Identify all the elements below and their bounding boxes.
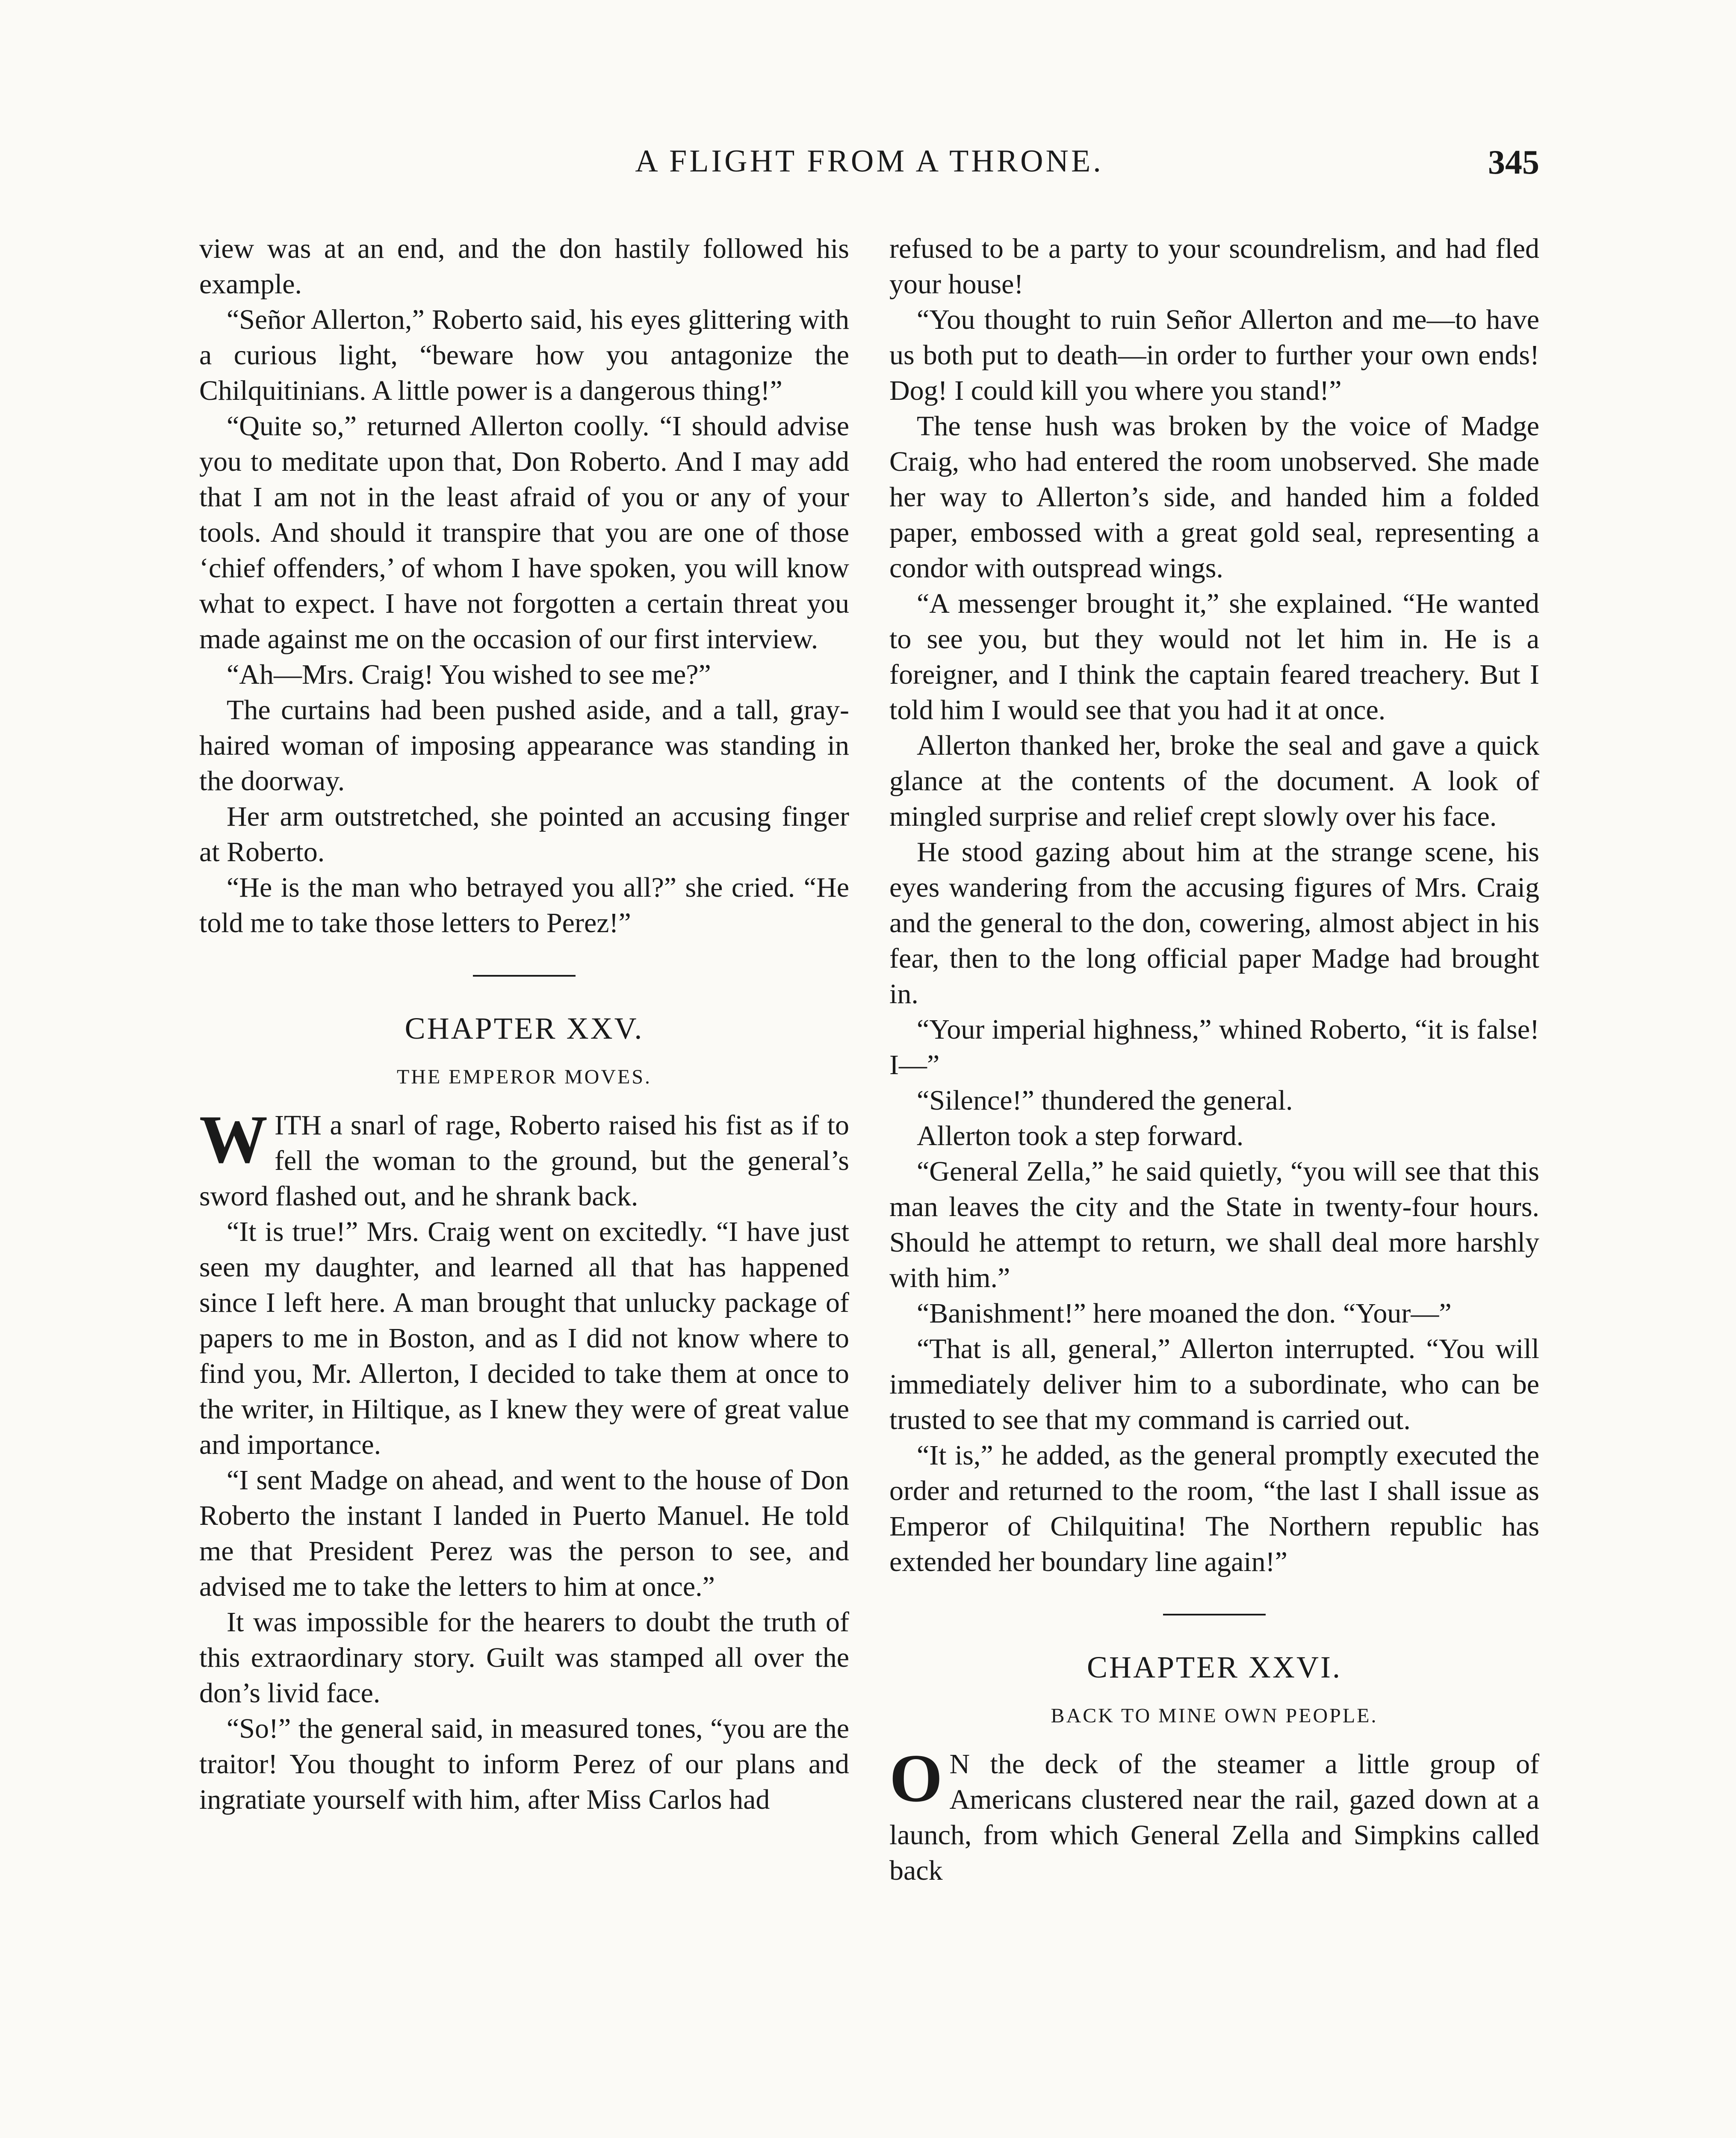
chapter-title: CHAPTER XXV. <box>404 1011 644 1045</box>
opening-text: N the deck of the steamer a little group of Americans clustered near the rail, gazed down at a launch, from which General Zella and Simpkins called back <box>889 1748 1539 1886</box>
section-divider <box>473 975 576 977</box>
paragraph: The tense hush was broken by the voice of Madge Craig, who had entered the room unobserved. She made her way to Allerton’s side, and handed him a folded paper, embossed with a great gold seal, representing a condor with outspread wings. <box>889 410 1539 584</box>
paragraph: The curtains had been pushed aside, and a tall, gray-haired woman of imposing appearance was standing in the doorway. <box>199 694 849 797</box>
paragraph: “That is all, general,” Allerton interrupted. “You will immediately deliver him to a subordinate, who can be trusted to see that my command is carried out. <box>889 1333 1539 1435</box>
chapter-subtitle: THE EMPEROR MOVES. <box>396 1066 652 1088</box>
chapter-subtitle: BACK TO MINE OWN PEOPLE. <box>1051 1704 1378 1727</box>
drop-cap: W <box>199 1107 268 1177</box>
paragraph: “Banishment!” here moaned the don. “Your—” <box>917 1298 1452 1329</box>
page-header <box>199 143 1539 195</box>
chapter-title: CHAPTER XXVI. <box>1086 1650 1342 1684</box>
running-title: A FLIGHT FROM A THRONE. <box>635 144 1104 179</box>
paragraph: “General Zella,” he said quietly, “you will see that this man leaves the city and the State in twenty-four hours. Should he attempt to return, we shall deal more harshly with him.” <box>889 1156 1539 1293</box>
paragraph: view was at an end, and the don hastily followed his example. <box>199 233 849 300</box>
paragraph: refused to be a party to your scoundrelism, and had fled your house! <box>889 233 1539 300</box>
paragraph: “So!” the general said, in measured tones, “you are the traitor! You thought to inform Perez of our plans and ingratiate yourself with him, after Miss Carlos had <box>199 1713 849 1815</box>
paragraph: “Silence!” thundered the general. <box>917 1085 1293 1116</box>
paragraph: “A messenger brought it,” she explained. “He wanted to see you, but they would not let him in. He is a foreigner, and I think the captain feared treachery. But I told him I would see that you had it at once. <box>889 588 1539 726</box>
paragraph: He stood gazing about him at the strange scene, his eyes wandering from the accusing figures of Mrs. Craig and the general to the don, cowering, almost abject in his fear, then to the long official paper Madge had brought in. <box>889 836 1539 1010</box>
left-column <box>199 231 849 1817</box>
page-number: 345 <box>1488 144 1539 181</box>
opening-text: ITH a snarl of rage, Roberto raised his fist as if to fell the woman to the ground, but the general’s sword flashed out, and he shrank back. <box>199 1110 849 1212</box>
paragraph: Allerton took a step forward. <box>917 1120 1244 1152</box>
paragraph: “Your imperial highness,” whined Roberto, “it is false! I—” <box>889 1014 1539 1081</box>
paragraph: It was impossible for the hearers to doubt the truth of this extraordinary story. Guilt was stamped all over the don’s livid face. <box>199 1606 849 1709</box>
section-divider <box>1163 1614 1266 1615</box>
paragraph: “Señor Allerton,” Roberto said, his eyes glittering with a curious light, “beware how you antagonize the Chilquitinians. A little power is a dangerous thing!” <box>199 304 849 406</box>
paragraph: “It is,” he added, as the general promptly executed the order and returned to the room, “the last I shall issue as Emperor of Chilquitina! The Northern republic has extended her boundary line again!” <box>889 1440 1539 1577</box>
paragraph: “Ah—Mrs. Craig! You wished to see me?” <box>227 659 711 690</box>
paragraph: “You thought to ruin Señor Allerton and me—to have us both put to death—in order to further your own ends! Dog! I could kill you where you stand!” <box>889 304 1539 406</box>
paragraph: “It is true!” Mrs. Craig went on excitedly. “I have just seen my daughter, and learned all that has happened since I left here. A man brought that unlucky package of papers to me in Boston, and as I did not know where to find you, Mr. Allerton, I decided to take them at once to the writer, in Hiltique, as I knew they were of great value and importance. <box>199 1216 849 1460</box>
drop-cap: O <box>889 1746 943 1816</box>
paragraph: “I sent Madge on ahead, and went to the house of Don Roberto the instant I landed in Puerto Manuel. He told me that President Perez was the person to see, and advised me to take the letters to him at once.” <box>199 1465 849 1602</box>
chapter-opening <box>889 1746 1539 1888</box>
chapter-opening <box>199 1107 849 1214</box>
paragraph: Allerton thanked her, broke the seal and gave a quick glance at the contents of the document. A look of mingled surprise and relief crept slowly over his face. <box>889 730 1539 832</box>
paragraph: “He is the man who betrayed you all?” she cried. “He told me to take those letters to Perez!” <box>199 872 849 939</box>
paragraph: Her arm outstretched, she pointed an accusing finger at Roberto. <box>199 801 849 868</box>
right-column <box>889 231 1539 1888</box>
paragraph: “Quite so,” returned Allerton coolly. “I should advise you to meditate upon that, Don Roberto. And I may add that I am not in the least afraid of you or any of your tools. And should it transpire that you are one of those ‘chief offenders,’ of whom I have spoken, you will know what to expect. I have not forgotten a certain threat you made against me on the occasion of our first interview. <box>199 410 849 655</box>
